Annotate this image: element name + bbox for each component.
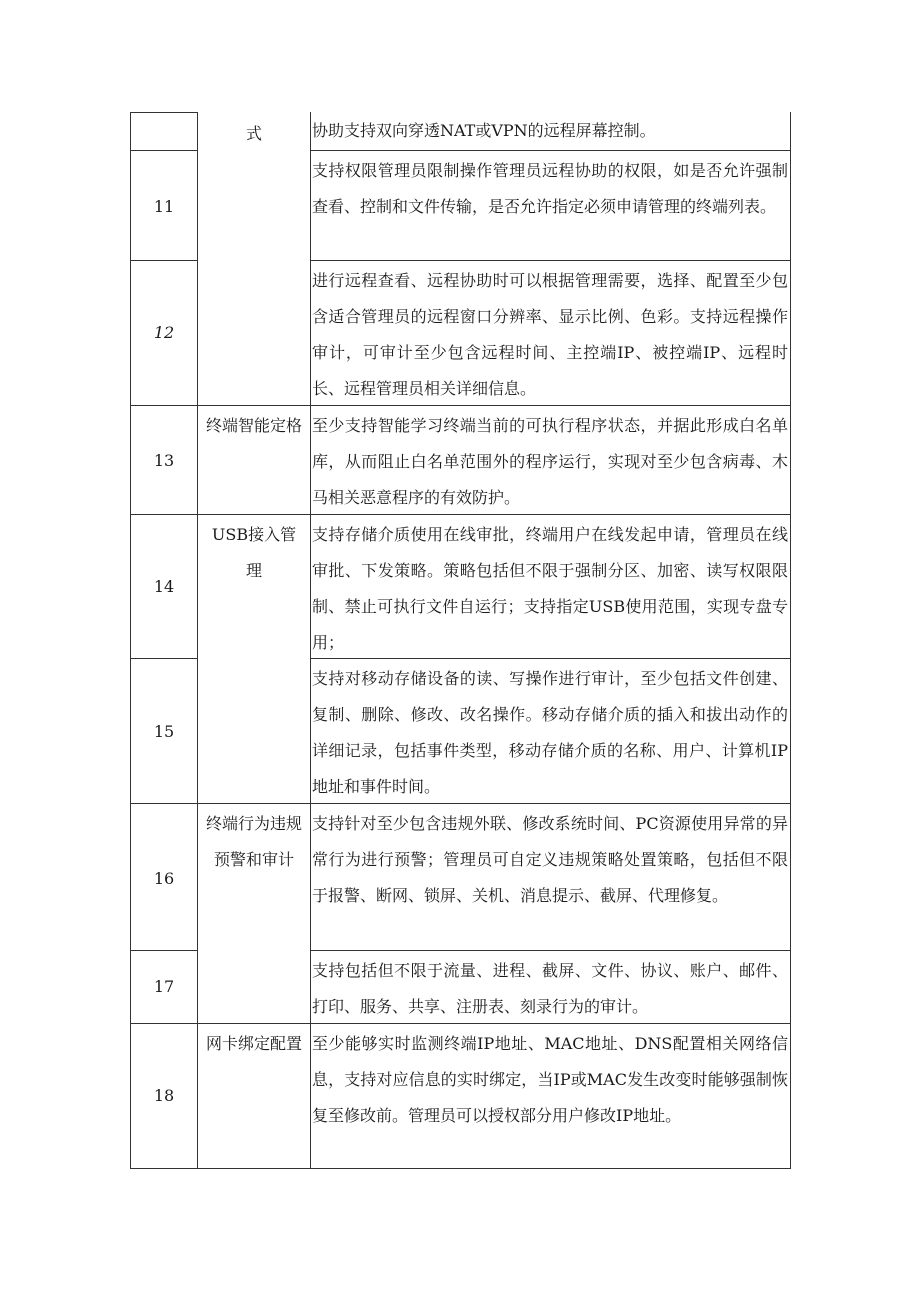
description-cell: 支持针对至少包含违规外联、修改系统时间、PC资源使用异常的异常行为进行预警；管理员可自定义违规策略处置策略，包括但不限于报警、断网、锁屏、关机、消息提示、截屏、代理修复。	[312, 814, 788, 905]
description-cell: 支持对移动存储设备的读、写操作进行审计，至少包括文件创建、复制、删除、修改、改名操作。移动存储介质的插入和拔出动作的详细记录，包括事件类型，移动存储介质的名称、用户、计算机IP地址和事件时间。	[312, 669, 788, 796]
description-cell: 支持存储介质使用在线审批，终端用户在线发起申请，管理员在线审批、下发策略。策略包括但不限于强制分区、加密、读写权限限制、禁止可执行文件自运行；支持指定USB使用范围，实现专盘专用；	[312, 525, 788, 652]
item-number: 11	[153, 197, 175, 216]
description-cell: 支持权限管理员限制操作管理员远程协助的权限，如是否允许强制查看、控制和文件传输，是否允许指定必须申请管理的终端列表。	[312, 161, 788, 216]
description-cell: 协助支持双向穿透NAT或VPN的远程屏幕控制。	[312, 121, 656, 140]
row-line-top	[130, 112, 197, 113]
table-border-left	[130, 112, 131, 1169]
category-cell: 网卡绑定配置	[205, 1034, 302, 1053]
item-number: 15	[153, 722, 175, 741]
row-line-bottom	[130, 1168, 790, 1169]
column-divider-1	[197, 112, 198, 1169]
table-border-right	[790, 112, 791, 1169]
category-cell: 式	[245, 124, 262, 143]
row-line	[130, 150, 197, 151]
description-cell: 至少支持智能学习终端当前的可执行程序状态，并据此形成白名单库，从而阻止白名单范围外的程序运行，实现对至少包含病毒、木马相关恶意程序的有效防护。	[312, 416, 788, 507]
row-line	[130, 658, 197, 659]
row-line	[310, 950, 790, 951]
description-cell: 至少能够实时监测终端IP地址、MAC地址、DNS配置相关网络信息，支持对应信息的实时绑定，当IP或MAC发生改变时能够强制恢复至修改前。管理员可以授权部分用户修改IP地址。	[312, 1034, 788, 1125]
item-number: 14	[153, 577, 175, 596]
item-number: 16	[153, 869, 175, 888]
category-cell: 终端智能定格	[205, 416, 302, 435]
description-cell: 进行远程查看、远程协助时可以根据管理需要，选择、配置至少包含适合管理员的远程窗口分辨率、显示比例、色彩。支持远程操作审计，可审计至少包含远程时间、主控端IP、被控端IP、远程时长、远程管理员相关详细信息。	[312, 271, 788, 398]
row-line	[130, 950, 197, 951]
description-cell: 支持包括但不限于流量、进程、截屏、文件、协议、账户、邮件、打印、服务、共享、注册表、刻录行为的审计。	[312, 961, 788, 1016]
category-cell: USB接入管理	[211, 525, 297, 580]
category-cell: 终端行为违规预警和审计	[205, 814, 302, 869]
item-number: 13	[153, 451, 175, 470]
item-number: 17	[153, 977, 175, 996]
row-line	[310, 260, 790, 261]
item-number: 18	[153, 1086, 175, 1105]
row-line	[310, 150, 790, 151]
row-line	[130, 260, 197, 261]
item-number: 12	[153, 323, 175, 342]
column-divider-2	[310, 112, 311, 1169]
